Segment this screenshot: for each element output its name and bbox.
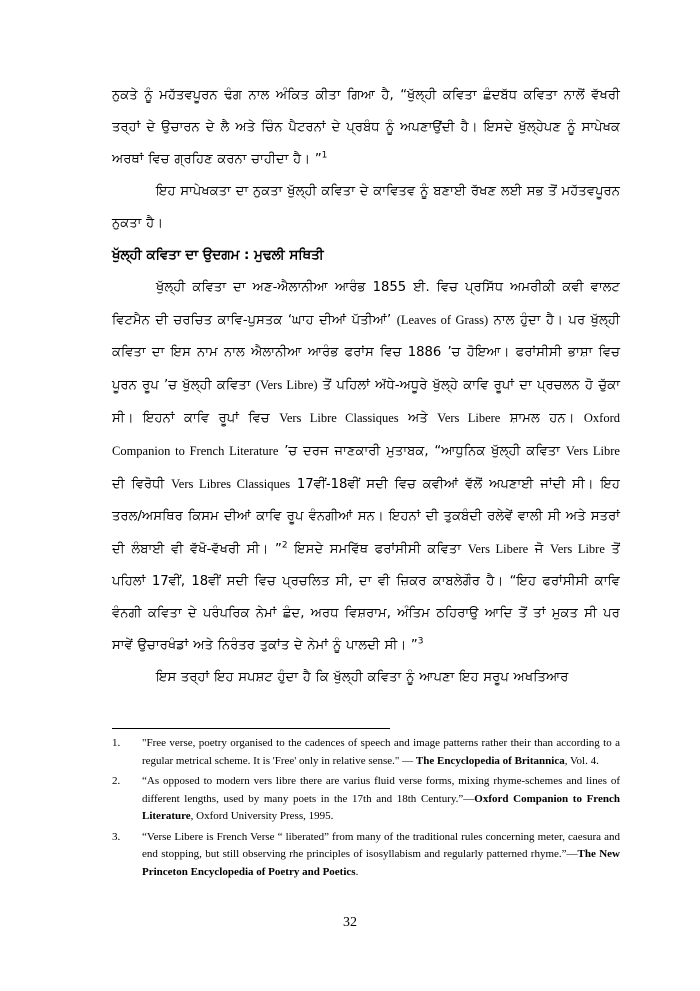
section-heading: ਖੁੱਲ੍ਹੀ ਕਵਿਤਾ ਦਾ ਉਦਗਮ : ਮੁਢਲੀ ਸਥਿਤੀ xyxy=(112,248,324,263)
footnote-marker-1: 1 xyxy=(321,150,328,161)
p3-seg-5: ਸ਼ਾਮਲ ਹਨ। xyxy=(500,411,584,426)
footnote-separator-rule xyxy=(112,728,390,729)
p3-latin-vers-libre-3: Vers Libre xyxy=(550,542,605,556)
p3-seg-3: ਤੋਂ ਪਹਿਲਾਂ ਅੱਧੇ-ਅਧੂਰੇ ਖੁੱਲ੍ਹੇ ਕਾਵਿ ਰੂਪਾਂ ਦਾ ਪ੍ਰਚਲਨ ਹੋ ਚੁੱਕਾ ਸੀ। ਇਹਨਾਂ ਕਾਵਿ ਰੂਪਾਂ ਵਿਚ xyxy=(112,378,620,426)
footnote-number: 1. xyxy=(112,737,121,749)
p3-latin-vers-libre-2: Vers Libre xyxy=(565,444,620,458)
p3-seg-9: ਇਸਦੇ ਸਮਵਿੱਥ ਫਰਾਂਸੀਸੀ ਕਵਿਤਾ xyxy=(287,542,468,557)
page-number: 32 xyxy=(343,915,357,930)
footnote-text xyxy=(142,829,620,882)
footnote-text xyxy=(142,773,620,826)
p3-seg-7: ਦੀ ਵਿਰੋਧੀ xyxy=(112,477,172,492)
p3-seg-6: ’ਚ ਦਰਜ ਜਾਣਕਾਰੀ ਮੁਤਾਬਕ, “ਆਧੁਨਿਕ ਖੁੱਲ੍ਹੀ ਕਵਿਤਾ xyxy=(278,444,566,459)
p3-latin-leaves-of-grass: (Leaves of Grass) xyxy=(396,313,489,327)
footnote-number: 3. xyxy=(112,830,121,843)
page-body-content xyxy=(112,80,620,694)
body-paragraph-2: ਇਹ ਸਾਪੇਖਕਤਾ ਦਾ ਨੁਕਤਾ ਖੁੱਲ੍ਹੀ ਕਵਿਤਾ ਦੇ ਕਾਵਿਤਵ ਨੂੰ ਬਣਾਈ ਰੱਖਣ ਲਈ ਸਭ ਤੋਂ ਮਹੱਤਵਪੂਰਨ ਨੁਕਤਾ ਹੈ। xyxy=(112,184,620,231)
p3-latin-vers-libres-classiques-2: Vers Libres Classiques xyxy=(171,477,291,491)
p3-seg-11: ਤੋਂ ਪਹਿਲਾਂ 17ਵੀਂ, 18ਵੀਂ ਸਦੀ ਵਿਚ ਪ੍ਰਚਲਿਤ ਸੀ, ਦਾ ਵੀ ਜ਼ਿਕਰ ਕਾਬਲੇਗੌਰ ਹੈ। “ਇਹ ਫਰਾਂਸੀਸੀ ਕਾਵਿ ਵੰਨਗੀ ਕਵਿਤਾ ਦੇ ਪਰੰਪਰਿਕ ਨੇਮਾਂ ਛੰਦ, ਅਰਧ ਵਿਸ਼ਰਾਮ, ਅੰਤਿਮ ਠਹਿਰਾਉ ਆਦਿ ਤੋਂ ਤਾਂ ਮੁਕਤ ਸੀ ਪਰ ਸਾਵੇਂ ਉਚਾਰਖੰਡਾਂ ਅਤੇ ਨਿਰੰਤਰ ਤੁਕਾਂਤ ਦੇ ਨੇਮਾਂ ਨੂੰ ਪਾਲਦੀ ਸੀ। ” xyxy=(112,542,620,653)
p3-seg-8: 17ਵੀਂ-18ਵੀਂ ਸਦੀ ਵਿਚ ਕਵੀਆਂ ਵੱਲੋਂ ਅਪਣਾਈ ਜਾਂਦੀ ਸੀ। ਇਹ ਤਰਲ/ਅਸਥਿਰ ਕਿਸਮ ਦੀਆਂ ਕਾਵਿ ਰੂਪ ਵੰਨਗੀਆਂ ਸਨ। ਇਹਨਾਂ ਦੀ ਤੁਕਬੰਦੀ ਰਲੇਵੇਂ ਵਾਲੀ ਸੀ ਅਤੇ ਸਤਰਾਂ ਦੀ ਲੰਬਾਈ ਵੀ ਵੱਖੋ-ਵੱਖਰੀ ਸੀ। ” xyxy=(112,477,621,557)
p3-latin-oxford-companion: Oxford Companion to French Literature xyxy=(112,411,620,458)
footnote-number: 2. xyxy=(112,775,121,787)
p3-seg-2: ਨਾਲ ਹੁੰਦਾ ਹੈ। ਪਰ ਖੁੱਲ੍ਹੀ ਕਵਿਤਾ ਦਾ ਇਸ ਨਾਮ ਨਾਲ ਐਲਾਨੀਆ ਆਰੰਭ ਫਰਾਂਸ ਵਿਚ 1886 ’ਚ ਹੋਇਆ। ਫਰਾਂਸੀਸੀ ਭਾਸ਼ਾ ਵਿਚ ਪੂਰਨ ਰੂਪ ’ਚ ਖੁੱਲ੍ਹੀ ਕਵਿਤਾ xyxy=(112,313,620,393)
p3-latin-vers-libere-1: Vers Libere xyxy=(437,411,501,425)
footnote-1-source: The Encyclopedia of Britannica xyxy=(415,754,565,767)
p3-seg-10: ਜੋ xyxy=(528,542,551,557)
p3-latin-vers-libre-1: (Vers Libre) xyxy=(255,378,318,392)
p3-latin-vers-libere-2: Vers Libere xyxy=(467,542,529,556)
footnote-3-source: The New Princeton Encyclopedia of Poetry and Poetics xyxy=(142,848,620,878)
footnote-1-tail: , Vol. 4. xyxy=(564,754,599,767)
body-paragraph-1 xyxy=(112,80,620,176)
footnote-3-body: “Verse Libere is French Verse “ liberated” from many of the traditional rules concerning meter, caesura and end stopping, but still observing rhe principles of isosyllabism and regularly patterned rhyme.”— xyxy=(142,830,620,860)
body-paragraph-3 xyxy=(112,272,620,662)
footnote-marker-3: 3 xyxy=(417,636,424,647)
footnote-marker-2: 2 xyxy=(281,540,288,551)
footnote-2-tail: , Oxford University Press, 1995. xyxy=(190,810,334,822)
footnote-item xyxy=(112,829,620,882)
body-paragraph-4: ਇਸ ਤਰ੍ਹਾਂ ਇਹ ਸਪਸ਼ਟ ਹੁੰਦਾ ਹੈ ਕਿ ਖੁੱਲ੍ਹੀ ਕਵਿਤਾ ਨੂੰ ਆਪਣਾ ਇਹ ਸਰੂਪ ਅਖਤਿਆਰ xyxy=(156,670,569,685)
footnote-2-body: “As opposed to modern vers libre there are varius fluid verse forms, mixing rhyme-schemes and lines of different lengths, used by many poets in the 17th and 18th Century.”— xyxy=(142,775,620,805)
footnote-3-tail: . xyxy=(355,865,359,878)
p3-latin-vers-libre-classiques: Vers Libre Classiques xyxy=(279,411,399,425)
footnote-1-body: "Free verse, poetry organised to the cadences of speech and image patterns rather their than according to a regular metrical scheme. It is 'Free' only in relative sense." — xyxy=(142,737,620,767)
paragraph-1-text: ਨੁਕਤੇ ਨੂੰ ਮਹੱਤਵਪੂਰਨ ਢੰਗ ਨਾਲ ਅੰਕਿਤ ਕੀਤਾ ਗਿਆ ਹੈ, “ਖੁੱਲ੍ਹੀ ਕਵਿਤਾ ਛੰਦਬੱਧ ਕਵਿਤਾ ਨਾਲੋਂ ਵੱਖਰੀ ਤਰ੍ਹਾਂ ਦੇ ਉਚਾਰਨ ਦੇ ਲੈ ਅਤੇ ਚਿੰਨ ਪੈਟਰਨਾਂ ਦੇ ਪ੍ਰਬੰਧ ਨੂੰ ਅਪਣਾਉਂਦੀ ਹੈ। ਇਸਦੇ ਖੁੱਲ੍ਹੇਪਣ ਨੂੰ ਸਾਪੇਖਕ ਅਰਥਾਂ ਵਿਚ ਗ੍ਰਹਿਣ ਕਰਨਾ ਚਾਹੀਦਾ ਹੈ। ” xyxy=(112,88,620,167)
p3-seg-1: ਖੁੱਲ੍ਹੀ ਕਵਿਤਾ ਦਾ ਅਣ-ਐਲਾਨੀਆ ਆਰੰਭ 1855 ਈ. ਵਿਚ ਪ੍ਰਸਿੱਧ ਅਮਰੀਕੀ ਕਵੀ ਵਾਲਟ ਵਿਟਮੈਨ ਦੀ ਚਰਚਿਤ ਕਾਵਿ-ਪੁਸਤਕ ‘ਘਾਹ ਦੀਆਂ ਪੱਤੀਆਂ’ xyxy=(112,280,620,328)
footnote-item xyxy=(112,735,620,770)
p3-seg-4: ਅਤੇ xyxy=(398,411,438,426)
footnote-section xyxy=(112,728,620,884)
footnote-text xyxy=(142,735,620,770)
footnote-item xyxy=(112,773,620,826)
footnote-2-source: Oxford Companion to French Literature xyxy=(142,792,620,822)
